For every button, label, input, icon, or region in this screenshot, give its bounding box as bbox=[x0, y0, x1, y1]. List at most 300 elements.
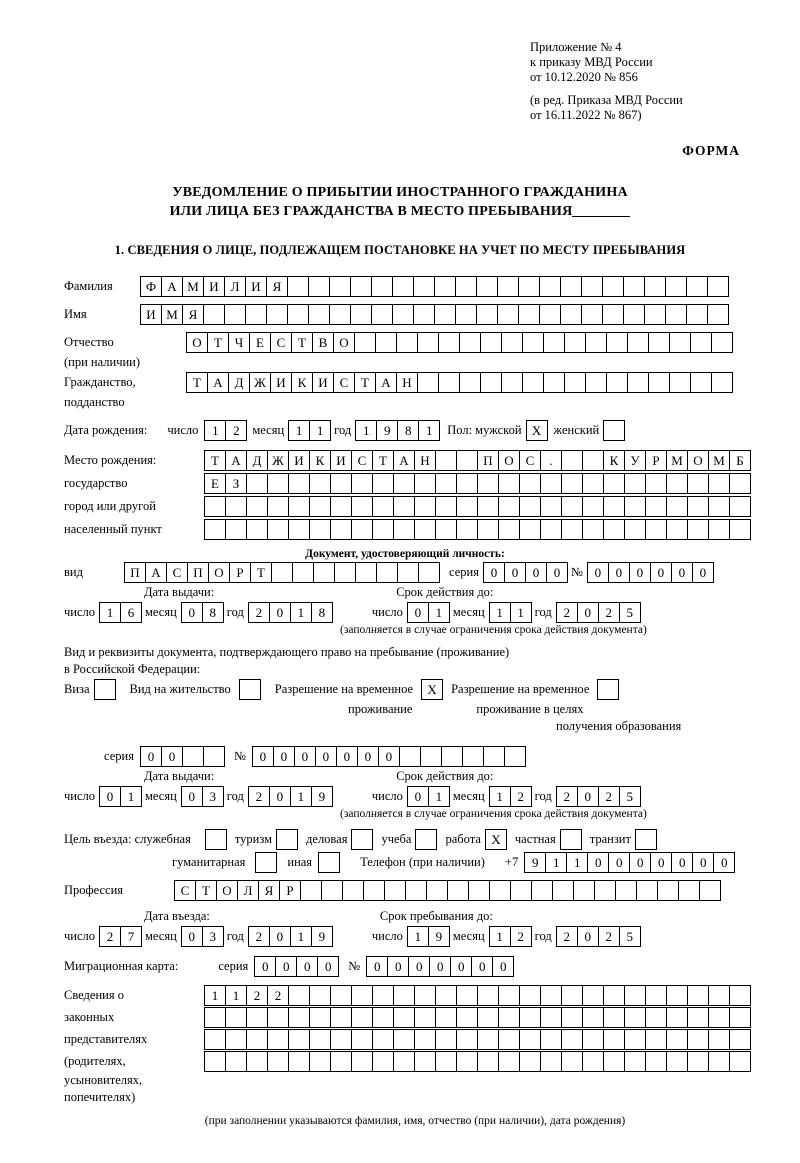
char-cell[interactable]: 0 bbox=[671, 562, 693, 583]
char-cell[interactable] bbox=[455, 304, 477, 325]
char-cell[interactable] bbox=[351, 496, 373, 517]
char-cell[interactable]: 0 bbox=[650, 852, 672, 873]
char-cell[interactable]: . bbox=[540, 450, 562, 471]
char-cell[interactable] bbox=[288, 1007, 310, 1028]
char-cell[interactable]: 0 bbox=[269, 926, 291, 947]
char-cell[interactable]: 1 bbox=[290, 602, 312, 623]
char-cell[interactable] bbox=[687, 1007, 709, 1028]
char-cell[interactable] bbox=[334, 562, 356, 583]
char-cell[interactable] bbox=[392, 276, 414, 297]
char-cell[interactable] bbox=[582, 1051, 604, 1072]
char-cell[interactable] bbox=[687, 985, 709, 1006]
char-cell[interactable] bbox=[225, 1007, 247, 1028]
char-cell[interactable] bbox=[204, 1029, 226, 1050]
char-cell[interactable]: 0 bbox=[269, 602, 291, 623]
char-cell[interactable]: 5 bbox=[619, 926, 641, 947]
field-birth-place-line-2[interactable] bbox=[204, 473, 750, 494]
char-cell[interactable] bbox=[624, 1029, 646, 1050]
char-cell[interactable]: 2 bbox=[225, 420, 247, 441]
field-entry-day[interactable] bbox=[99, 926, 141, 947]
char-cell[interactable]: 2 bbox=[556, 786, 578, 807]
char-cell[interactable]: 1 bbox=[489, 786, 511, 807]
char-cell[interactable] bbox=[615, 880, 637, 901]
char-cell[interactable] bbox=[354, 332, 376, 353]
char-cell[interactable] bbox=[707, 276, 729, 297]
char-cell[interactable]: 0 bbox=[181, 926, 203, 947]
char-cell[interactable]: 2 bbox=[556, 602, 578, 623]
char-cell[interactable]: 8 bbox=[202, 602, 224, 623]
checkbox-purpose-other[interactable] bbox=[318, 852, 340, 873]
char-cell[interactable]: 1 bbox=[309, 420, 331, 441]
char-cell[interactable] bbox=[510, 880, 532, 901]
char-cell[interactable] bbox=[729, 1029, 751, 1050]
char-cell[interactable]: О bbox=[687, 450, 709, 471]
char-cell[interactable]: 0 bbox=[713, 852, 735, 873]
char-cell[interactable] bbox=[540, 473, 562, 494]
char-cell[interactable] bbox=[376, 562, 398, 583]
char-cell[interactable]: Т bbox=[207, 332, 229, 353]
char-cell[interactable]: 0 bbox=[161, 746, 183, 767]
char-cell[interactable]: А bbox=[207, 372, 229, 393]
char-cell[interactable]: П bbox=[187, 562, 209, 583]
char-cell[interactable]: 2 bbox=[598, 602, 620, 623]
char-cell[interactable] bbox=[561, 496, 583, 517]
char-cell[interactable] bbox=[708, 1029, 730, 1050]
char-cell[interactable]: Е bbox=[204, 473, 226, 494]
char-cell[interactable]: И bbox=[203, 276, 225, 297]
char-cell[interactable] bbox=[666, 1029, 688, 1050]
char-cell[interactable]: Д bbox=[228, 372, 250, 393]
char-cell[interactable]: 0 bbox=[407, 786, 429, 807]
char-cell[interactable] bbox=[519, 1007, 541, 1028]
char-cell[interactable]: 0 bbox=[336, 746, 358, 767]
char-cell[interactable]: К bbox=[309, 450, 331, 471]
char-cell[interactable] bbox=[519, 473, 541, 494]
char-cell[interactable]: 7 bbox=[120, 926, 142, 947]
char-cell[interactable]: 0 bbox=[483, 562, 505, 583]
char-cell[interactable] bbox=[644, 304, 666, 325]
char-cell[interactable]: 0 bbox=[408, 956, 430, 977]
char-cell[interactable] bbox=[372, 519, 394, 540]
char-cell[interactable]: 1 bbox=[120, 786, 142, 807]
field-doc-issue-day[interactable] bbox=[99, 602, 141, 623]
checkbox-visa[interactable] bbox=[94, 679, 116, 700]
char-cell[interactable] bbox=[603, 1051, 625, 1072]
char-cell[interactable] bbox=[606, 332, 628, 353]
field-surname[interactable] bbox=[140, 276, 728, 297]
char-cell[interactable]: 3 bbox=[202, 926, 224, 947]
char-cell[interactable] bbox=[435, 1029, 457, 1050]
char-cell[interactable] bbox=[246, 519, 268, 540]
char-cell[interactable] bbox=[729, 496, 751, 517]
char-cell[interactable] bbox=[729, 519, 751, 540]
field-birth-place-line-4[interactable] bbox=[204, 519, 750, 540]
char-cell[interactable]: 0 bbox=[471, 956, 493, 977]
char-cell[interactable] bbox=[204, 1007, 226, 1028]
char-cell[interactable]: Н bbox=[396, 372, 418, 393]
char-cell[interactable]: П bbox=[477, 450, 499, 471]
char-cell[interactable] bbox=[204, 519, 226, 540]
checkbox-purpose-study[interactable] bbox=[415, 829, 437, 850]
char-cell[interactable] bbox=[666, 985, 688, 1006]
char-cell[interactable] bbox=[414, 1007, 436, 1028]
char-cell[interactable]: Т bbox=[204, 450, 226, 471]
char-cell[interactable]: 0 bbox=[671, 852, 693, 873]
char-cell[interactable] bbox=[351, 985, 373, 1006]
char-cell[interactable] bbox=[393, 1051, 415, 1072]
char-cell[interactable]: 0 bbox=[587, 852, 609, 873]
field-legal-rep-line-2[interactable] bbox=[204, 1007, 750, 1028]
char-cell[interactable]: 1 bbox=[204, 420, 226, 441]
char-cell[interactable] bbox=[351, 473, 373, 494]
char-cell[interactable] bbox=[603, 985, 625, 1006]
char-cell[interactable] bbox=[498, 985, 520, 1006]
char-cell[interactable] bbox=[372, 496, 394, 517]
field-entry-month[interactable] bbox=[181, 926, 223, 947]
char-cell[interactable]: Т bbox=[372, 450, 394, 471]
field-stayuntil-day[interactable] bbox=[407, 926, 449, 947]
char-cell[interactable]: Н bbox=[414, 450, 436, 471]
char-cell[interactable] bbox=[582, 473, 604, 494]
char-cell[interactable] bbox=[246, 473, 268, 494]
char-cell[interactable] bbox=[666, 473, 688, 494]
char-cell[interactable]: 0 bbox=[317, 956, 339, 977]
char-cell[interactable] bbox=[483, 746, 505, 767]
field-doc-issue-year[interactable] bbox=[248, 602, 332, 623]
char-cell[interactable] bbox=[519, 519, 541, 540]
char-cell[interactable] bbox=[480, 332, 502, 353]
char-cell[interactable]: 1 bbox=[545, 852, 567, 873]
char-cell[interactable]: Л bbox=[237, 880, 259, 901]
char-cell[interactable] bbox=[309, 985, 331, 1006]
char-cell[interactable]: С bbox=[351, 450, 373, 471]
field-phone[interactable] bbox=[524, 852, 734, 873]
char-cell[interactable] bbox=[519, 1029, 541, 1050]
char-cell[interactable] bbox=[203, 304, 225, 325]
char-cell[interactable] bbox=[393, 1029, 415, 1050]
char-cell[interactable]: 8 bbox=[311, 602, 333, 623]
char-cell[interactable] bbox=[225, 519, 247, 540]
field-patronymic[interactable] bbox=[186, 332, 732, 353]
char-cell[interactable] bbox=[560, 304, 582, 325]
char-cell[interactable] bbox=[498, 1051, 520, 1072]
char-cell[interactable] bbox=[392, 304, 414, 325]
char-cell[interactable]: З bbox=[225, 473, 247, 494]
char-cell[interactable]: Т bbox=[250, 562, 272, 583]
checkbox-purpose-tourism[interactable] bbox=[276, 829, 298, 850]
char-cell[interactable] bbox=[456, 1051, 478, 1072]
field-stayuntil-year[interactable] bbox=[556, 926, 640, 947]
char-cell[interactable] bbox=[585, 372, 607, 393]
char-cell[interactable] bbox=[246, 1051, 268, 1072]
char-cell[interactable] bbox=[321, 880, 343, 901]
char-cell[interactable] bbox=[477, 473, 499, 494]
char-cell[interactable] bbox=[330, 985, 352, 1006]
char-cell[interactable] bbox=[729, 1051, 751, 1072]
char-cell[interactable] bbox=[456, 473, 478, 494]
char-cell[interactable] bbox=[582, 519, 604, 540]
char-cell[interactable]: 0 bbox=[269, 786, 291, 807]
char-cell[interactable] bbox=[581, 304, 603, 325]
char-cell[interactable] bbox=[648, 332, 670, 353]
char-cell[interactable] bbox=[329, 276, 351, 297]
char-cell[interactable] bbox=[246, 1007, 268, 1028]
field-stay-valid-day[interactable] bbox=[407, 786, 449, 807]
char-cell[interactable] bbox=[435, 450, 457, 471]
char-cell[interactable] bbox=[645, 1051, 667, 1072]
field-stay-number[interactable] bbox=[252, 746, 525, 767]
char-cell[interactable] bbox=[414, 1029, 436, 1050]
char-cell[interactable] bbox=[313, 562, 335, 583]
char-cell[interactable] bbox=[288, 519, 310, 540]
char-cell[interactable] bbox=[292, 562, 314, 583]
char-cell[interactable] bbox=[414, 496, 436, 517]
char-cell[interactable] bbox=[342, 880, 364, 901]
char-cell[interactable]: 1 bbox=[290, 926, 312, 947]
field-birth-month[interactable] bbox=[288, 420, 330, 441]
field-doc-valid-month[interactable] bbox=[489, 602, 531, 623]
checkbox-residence-permit[interactable] bbox=[239, 679, 261, 700]
char-cell[interactable]: 9 bbox=[428, 926, 450, 947]
char-cell[interactable] bbox=[498, 1029, 520, 1050]
char-cell[interactable]: 0 bbox=[629, 562, 651, 583]
char-cell[interactable] bbox=[267, 1007, 289, 1028]
char-cell[interactable] bbox=[644, 276, 666, 297]
char-cell[interactable]: П bbox=[124, 562, 146, 583]
char-cell[interactable] bbox=[413, 304, 435, 325]
char-cell[interactable]: 5 bbox=[619, 786, 641, 807]
char-cell[interactable] bbox=[182, 746, 204, 767]
char-cell[interactable] bbox=[498, 473, 520, 494]
char-cell[interactable] bbox=[267, 519, 289, 540]
char-cell[interactable] bbox=[438, 372, 460, 393]
char-cell[interactable] bbox=[603, 1029, 625, 1050]
char-cell[interactable]: О bbox=[208, 562, 230, 583]
char-cell[interactable]: Д bbox=[246, 450, 268, 471]
char-cell[interactable] bbox=[564, 332, 586, 353]
char-cell[interactable] bbox=[308, 304, 330, 325]
char-cell[interactable] bbox=[627, 372, 649, 393]
char-cell[interactable] bbox=[498, 496, 520, 517]
char-cell[interactable]: 1 bbox=[225, 985, 247, 1006]
checkbox-sex-female[interactable] bbox=[603, 420, 625, 441]
char-cell[interactable]: Л bbox=[224, 276, 246, 297]
char-cell[interactable]: 2 bbox=[99, 926, 121, 947]
char-cell[interactable] bbox=[552, 880, 574, 901]
char-cell[interactable] bbox=[468, 880, 490, 901]
char-cell[interactable] bbox=[708, 473, 730, 494]
char-cell[interactable]: 1 bbox=[204, 985, 226, 1006]
char-cell[interactable] bbox=[267, 1051, 289, 1072]
char-cell[interactable]: 0 bbox=[450, 956, 472, 977]
char-cell[interactable] bbox=[540, 1051, 562, 1072]
char-cell[interactable]: И bbox=[288, 450, 310, 471]
checkbox-purpose-business[interactable] bbox=[351, 829, 373, 850]
checkbox-purpose-transit[interactable] bbox=[635, 829, 657, 850]
char-cell[interactable] bbox=[300, 880, 322, 901]
char-cell[interactable]: 0 bbox=[577, 926, 599, 947]
char-cell[interactable] bbox=[375, 332, 397, 353]
char-cell[interactable]: 0 bbox=[525, 562, 547, 583]
char-cell[interactable] bbox=[666, 1007, 688, 1028]
char-cell[interactable] bbox=[351, 1051, 373, 1072]
char-cell[interactable] bbox=[308, 276, 330, 297]
char-cell[interactable] bbox=[501, 332, 523, 353]
char-cell[interactable]: 1 bbox=[489, 926, 511, 947]
char-cell[interactable]: Я bbox=[182, 304, 204, 325]
char-cell[interactable]: И bbox=[270, 372, 292, 393]
char-cell[interactable] bbox=[350, 276, 372, 297]
field-stay-series[interactable] bbox=[140, 746, 224, 767]
char-cell[interactable]: Р bbox=[645, 450, 667, 471]
char-cell[interactable] bbox=[645, 473, 667, 494]
char-cell[interactable] bbox=[581, 276, 603, 297]
char-cell[interactable] bbox=[287, 304, 309, 325]
char-cell[interactable]: 2 bbox=[267, 985, 289, 1006]
char-cell[interactable] bbox=[708, 1007, 730, 1028]
char-cell[interactable] bbox=[266, 304, 288, 325]
char-cell[interactable] bbox=[624, 473, 646, 494]
char-cell[interactable] bbox=[602, 304, 624, 325]
char-cell[interactable] bbox=[420, 746, 442, 767]
char-cell[interactable] bbox=[522, 332, 544, 353]
char-cell[interactable] bbox=[624, 1007, 646, 1028]
field-birth-day[interactable] bbox=[204, 420, 246, 441]
char-cell[interactable]: 0 bbox=[181, 602, 203, 623]
char-cell[interactable] bbox=[447, 880, 469, 901]
char-cell[interactable] bbox=[435, 519, 457, 540]
char-cell[interactable] bbox=[540, 496, 562, 517]
char-cell[interactable] bbox=[501, 372, 523, 393]
char-cell[interactable]: И bbox=[312, 372, 334, 393]
char-cell[interactable]: 2 bbox=[246, 985, 268, 1006]
field-birth-place-line-1[interactable] bbox=[204, 450, 750, 471]
field-birth-place-line-3[interactable] bbox=[204, 496, 750, 517]
char-cell[interactable] bbox=[489, 880, 511, 901]
char-cell[interactable]: О bbox=[498, 450, 520, 471]
char-cell[interactable]: А bbox=[145, 562, 167, 583]
char-cell[interactable] bbox=[288, 1029, 310, 1050]
char-cell[interactable]: 0 bbox=[577, 602, 599, 623]
char-cell[interactable]: А bbox=[161, 276, 183, 297]
char-cell[interactable] bbox=[288, 985, 310, 1006]
char-cell[interactable] bbox=[645, 1029, 667, 1050]
char-cell[interactable] bbox=[645, 496, 667, 517]
char-cell[interactable] bbox=[456, 450, 478, 471]
char-cell[interactable] bbox=[393, 473, 415, 494]
char-cell[interactable] bbox=[561, 1029, 583, 1050]
char-cell[interactable] bbox=[624, 519, 646, 540]
char-cell[interactable] bbox=[582, 985, 604, 1006]
char-cell[interactable] bbox=[309, 1007, 331, 1028]
char-cell[interactable]: Е bbox=[249, 332, 271, 353]
char-cell[interactable]: Я bbox=[266, 276, 288, 297]
char-cell[interactable] bbox=[582, 1007, 604, 1028]
char-cell[interactable] bbox=[678, 880, 700, 901]
char-cell[interactable] bbox=[225, 1029, 247, 1050]
char-cell[interactable]: 5 bbox=[619, 602, 641, 623]
char-cell[interactable]: А bbox=[375, 372, 397, 393]
char-cell[interactable] bbox=[602, 276, 624, 297]
char-cell[interactable] bbox=[564, 372, 586, 393]
field-stay-valid-year[interactable] bbox=[556, 786, 640, 807]
char-cell[interactable]: 9 bbox=[524, 852, 546, 873]
char-cell[interactable] bbox=[371, 304, 393, 325]
char-cell[interactable]: 1 bbox=[99, 602, 121, 623]
char-cell[interactable] bbox=[477, 1051, 499, 1072]
char-cell[interactable] bbox=[561, 519, 583, 540]
char-cell[interactable]: Т bbox=[195, 880, 217, 901]
char-cell[interactable]: 0 bbox=[429, 956, 451, 977]
char-cell[interactable]: 1 bbox=[510, 602, 532, 623]
char-cell[interactable] bbox=[603, 473, 625, 494]
char-cell[interactable] bbox=[414, 1051, 436, 1072]
char-cell[interactable] bbox=[372, 1051, 394, 1072]
char-cell[interactable] bbox=[225, 496, 247, 517]
char-cell[interactable] bbox=[665, 276, 687, 297]
char-cell[interactable]: 1 bbox=[428, 602, 450, 623]
char-cell[interactable] bbox=[455, 276, 477, 297]
char-cell[interactable] bbox=[417, 332, 439, 353]
char-cell[interactable]: 0 bbox=[629, 852, 651, 873]
char-cell[interactable] bbox=[687, 496, 709, 517]
char-cell[interactable]: 2 bbox=[510, 786, 532, 807]
char-cell[interactable] bbox=[498, 1007, 520, 1028]
char-cell[interactable] bbox=[426, 880, 448, 901]
char-cell[interactable] bbox=[729, 473, 751, 494]
char-cell[interactable] bbox=[573, 880, 595, 901]
char-cell[interactable] bbox=[351, 519, 373, 540]
char-cell[interactable]: 3 bbox=[202, 786, 224, 807]
char-cell[interactable] bbox=[418, 562, 440, 583]
char-cell[interactable] bbox=[561, 450, 583, 471]
char-cell[interactable] bbox=[456, 1029, 478, 1050]
char-cell[interactable] bbox=[288, 473, 310, 494]
char-cell[interactable] bbox=[330, 1029, 352, 1050]
char-cell[interactable] bbox=[624, 985, 646, 1006]
char-cell[interactable] bbox=[414, 985, 436, 1006]
char-cell[interactable] bbox=[477, 985, 499, 1006]
char-cell[interactable]: Т bbox=[291, 332, 313, 353]
char-cell[interactable]: 2 bbox=[598, 926, 620, 947]
char-cell[interactable]: 0 bbox=[296, 956, 318, 977]
char-cell[interactable] bbox=[414, 519, 436, 540]
char-cell[interactable] bbox=[477, 496, 499, 517]
char-cell[interactable] bbox=[309, 519, 331, 540]
char-cell[interactable]: 0 bbox=[692, 852, 714, 873]
char-cell[interactable] bbox=[204, 1051, 226, 1072]
char-cell[interactable] bbox=[624, 496, 646, 517]
char-cell[interactable] bbox=[477, 1029, 499, 1050]
char-cell[interactable] bbox=[540, 1029, 562, 1050]
char-cell[interactable] bbox=[438, 332, 460, 353]
char-cell[interactable]: 0 bbox=[608, 852, 630, 873]
char-cell[interactable] bbox=[434, 304, 456, 325]
char-cell[interactable] bbox=[224, 304, 246, 325]
char-cell[interactable] bbox=[355, 562, 377, 583]
char-cell[interactable] bbox=[561, 1007, 583, 1028]
char-cell[interactable]: 2 bbox=[556, 926, 578, 947]
char-cell[interactable]: 2 bbox=[598, 786, 620, 807]
char-cell[interactable]: 8 bbox=[397, 420, 419, 441]
char-cell[interactable] bbox=[708, 1051, 730, 1072]
char-cell[interactable] bbox=[603, 1007, 625, 1028]
char-cell[interactable] bbox=[393, 496, 415, 517]
char-cell[interactable] bbox=[665, 304, 687, 325]
char-cell[interactable] bbox=[330, 496, 352, 517]
char-cell[interactable] bbox=[351, 1029, 373, 1050]
field-doc-issue-month[interactable] bbox=[181, 602, 223, 623]
